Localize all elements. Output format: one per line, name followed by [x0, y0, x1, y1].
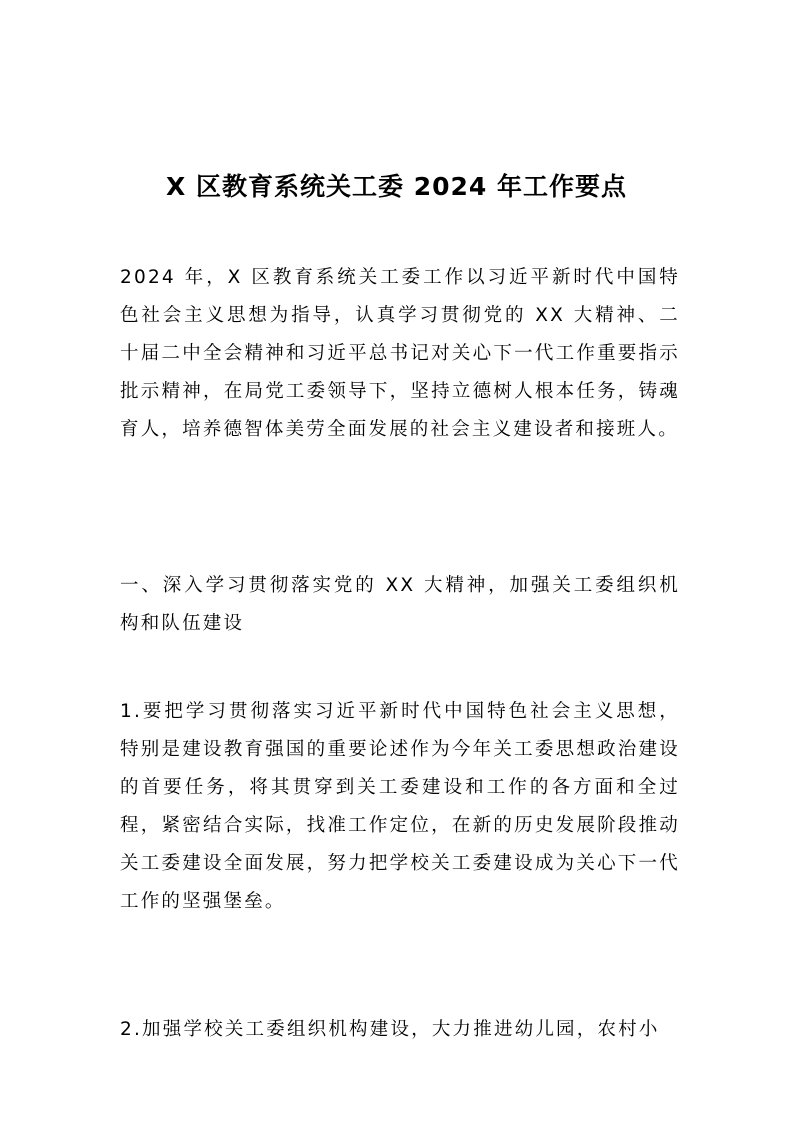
list-item-1: 1.要把学习贯彻落实习近平新时代中国特色社会主义思想，特别是建设教育强国的重要论述作为今年关工委思想政治建设的首要任务，将其贯穿到关工委建设和工作的各方面和全过程，紧密结合实际，找准工作定位，在新的历史发展阶段推动关工委建设全面发展，努力把学校关工委建设成为关心下一代工作的坚强堡垒。: [120, 701, 680, 912]
list-item-2: 2.加强学校关工委组织机构建设，大力推进幼儿园，农村小: [120, 1019, 660, 1040]
document-title: X 区教育系统关工委 2024 年工作要点: [166, 172, 627, 201]
intro-paragraph: 2024 年，X 区教育系统关工委工作以习近平新时代中国特色社会主义思想为指导，认真学习贯彻党的 XX 大精神、二十届二中全会精神和习近平总书记对关心下一代工作重要指示批示精神，在局党工委领导下，坚持立德树人根本任务，铸魂育人，培养德智体美劳全面发展的社会主义建设者和接班人。: [120, 267, 680, 440]
section-heading-1: 一、深入学习贯彻落实党的 XX 大精神，加强关工委组织机构和队伍建设: [120, 575, 680, 634]
